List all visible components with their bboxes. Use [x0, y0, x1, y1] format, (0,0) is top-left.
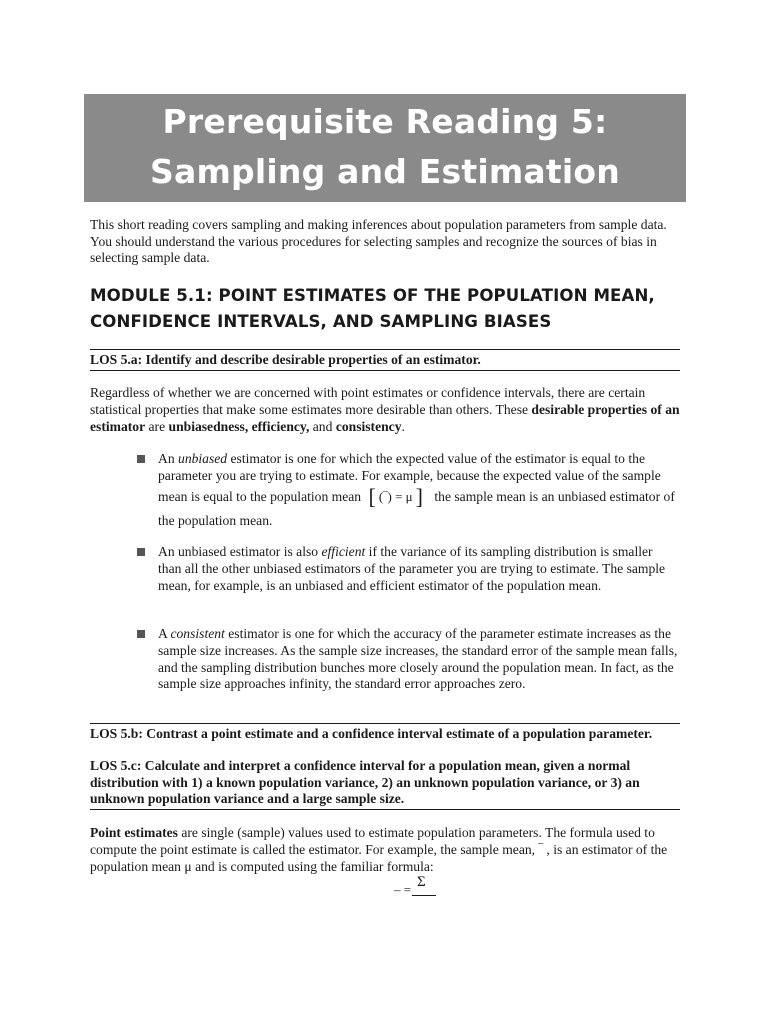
los-a-top-rule: [90, 349, 680, 350]
bullet-unbiased-text-1: estimator is one for which the expected value of the estimator is equal to the parameter you are trying to estimate. For example, because the expected value of the sample mean is equal to the population mean: [158, 451, 661, 504]
term-unbiased: unbiased: [178, 451, 228, 466]
reading-title-banner: [84, 94, 686, 202]
los-c-bottom-rule: [90, 809, 680, 810]
reading-title-line-1: Prerequisite Reading 5:: [162, 102, 608, 141]
bullet-consistent: [158, 626, 678, 693]
module-heading-line-2: CONFIDENCE INTERVALS, AND SAMPLING BIASES: [90, 312, 552, 331]
bullet-efficient-pre: An unbiased estimator is also: [158, 544, 322, 559]
bullet-unbiased-text-2: the sample mean is an unbiased estimator of the population mean.: [158, 488, 675, 528]
square-bullet-icon: [137, 548, 145, 556]
los-5b: LOS 5.b: Contrast a point estimate and a confidence interval estimate of a population parameter.: [90, 726, 653, 741]
square-bullet-icon: [137, 455, 145, 463]
properties-bold-1: desirable properties of an estimator: [90, 401, 680, 434]
los-a-bottom-rule: [90, 370, 680, 371]
module-heading-line-1: MODULE 5.1: POINT ESTIMATES OF THE POPULATION MEAN,: [90, 286, 655, 305]
los-5c: LOS 5.c: Calculate and interpret a confidence interval for a population mean, given a normal distribution with 1) a known population variance, 2) an unknown population variance, or 3) an unknown population variance and a large sample size.: [90, 758, 640, 807]
los-b-top-rule: [90, 723, 680, 724]
properties-text-4: .: [401, 418, 405, 434]
properties-bold-3: consistency: [335, 418, 402, 434]
reading-title-line-2: Sampling and Estimation: [150, 152, 620, 191]
los-5a: LOS 5.a: Identify and describe desirable properties of an estimator.: [90, 352, 481, 367]
properties-bold-2: unbiasedness, efficiency,: [168, 418, 310, 434]
properties-text-1: Regardless of whether we are concerned with point estimates or confidence intervals, there are certain statistical properties that make some estimates more desirable than others. These: [90, 385, 646, 417]
formula-body: (‾) = μ: [378, 489, 413, 505]
bullet-unbiased-pre: An: [158, 451, 179, 466]
properties-paragraph: [90, 385, 686, 435]
expected-value-formula: [368, 484, 423, 510]
formula-left-bracket: [: [368, 484, 376, 510]
term-efficient: efficient: [321, 544, 366, 559]
point-estimates-text: are single (sample) values used to estimate population parameters. The formula used to compute the point estimate is called the estimator. For example, the sample mean, ‾ , is an estimator of the population mean μ and is computed using the familiar formula:: [90, 825, 668, 874]
term-consistent: consistent: [170, 626, 225, 641]
intro-paragraph: This short reading covers sampling and making inferences about population parameters from sample data. You should understand the various procedures for selecting samples and recognize the sources of bias in selecting sample data.: [90, 217, 667, 266]
point-estimates-paragraph: [90, 825, 686, 875]
bullet-consistent-text: estimator is one for which the accuracy of the parameter estimate increases as the sample size increases. As the sample size increases, the standard error of the sample mean falls, and the sampling distribution bunches more closely around the population mean. In fact, as the sample size approaches infinity, the standard error approaches zero.: [158, 626, 678, 692]
square-bullet-icon: [137, 630, 145, 638]
properties-text-3: and: [309, 418, 336, 434]
bullet-unbiased: [158, 451, 678, 533]
bullet-consistent-pre: A: [158, 626, 171, 641]
bullet-efficient-text: if the variance of its sampling distribution is smaller than all the other unbiased estimators of the parameter you are trying to estimate. The sample mean, for example, is an unbiased and efficient estimator of the population mean.: [158, 544, 666, 593]
formula-right-bracket: ]: [415, 484, 423, 510]
term-point-estimates: Point estimates: [90, 825, 178, 840]
properties-text-2: are: [145, 418, 169, 434]
summation-symbol: Σ: [417, 874, 426, 890]
bullet-efficient: [158, 544, 678, 594]
sample-mean-formula: [394, 876, 454, 900]
fraction-bar: [412, 895, 436, 896]
module-heading: [90, 283, 686, 335]
formula-lhs: – =: [394, 882, 412, 897]
